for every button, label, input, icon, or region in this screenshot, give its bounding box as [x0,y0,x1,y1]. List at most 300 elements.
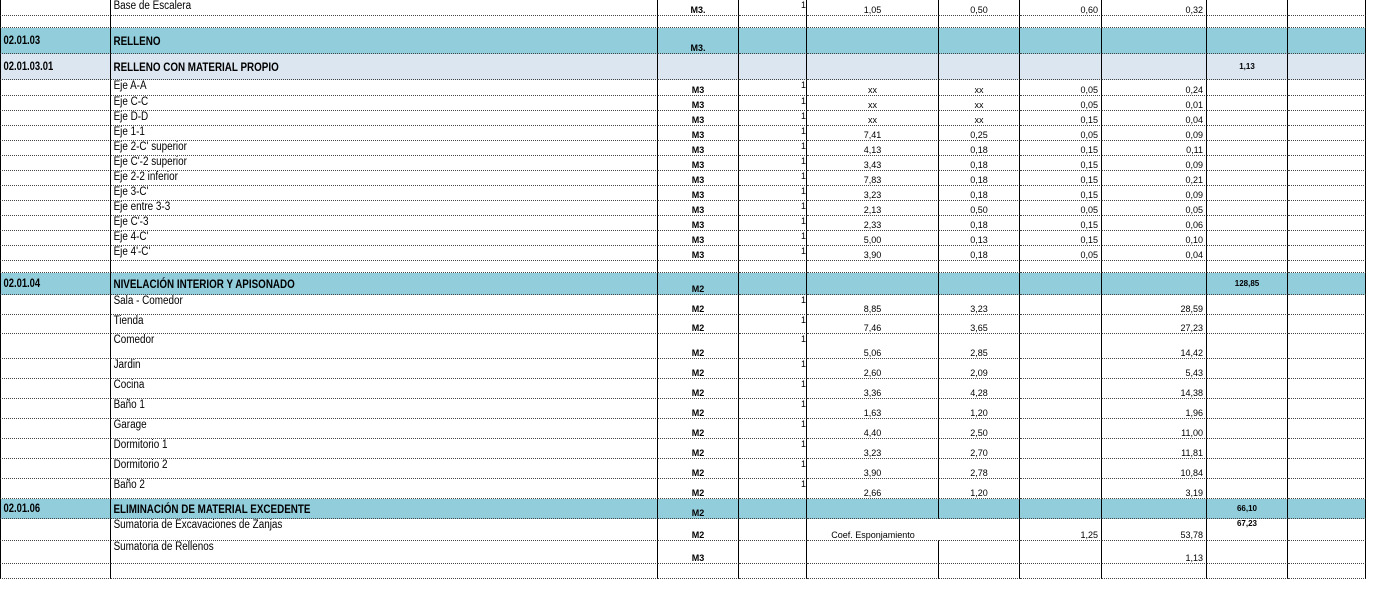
parcial-text: 0,06 [1185,220,1203,230]
extra-cell [1288,156,1366,171]
parcial-cell [1102,231,1207,246]
parcial-cell [1102,419,1207,439]
extra-cell [1288,399,1366,419]
desc-text: Cocina [113,379,145,391]
l-cell [807,28,939,54]
parcial-text: 0,10 [1185,235,1203,245]
l-cell [807,16,939,28]
n-cell [739,273,807,295]
extra-cell [1288,186,1366,201]
h-cell [1020,141,1102,156]
section-header-row [0,28,1380,54]
extra-cell [1288,379,1366,399]
unit-cell [658,171,739,186]
table-row [0,379,1380,399]
n-text: 1 [800,379,806,389]
extra-cell [1288,141,1366,156]
n-cell [739,315,807,334]
unit-text: M2 [691,468,705,478]
parcial-text: 27,23 [1180,323,1203,333]
h-text: 0,05 [1080,130,1098,140]
unit-cell [658,273,739,295]
total-cell [1207,479,1288,499]
total-cell [1207,171,1288,186]
n-text: 1 [800,439,806,449]
l-text: 7,41 [863,130,882,140]
desc-text: Dormitorio 1 [113,439,168,451]
parcial-cell [1102,379,1207,399]
w-text: 3,23 [970,304,988,314]
extra-cell [1288,419,1366,439]
l-text: 7,83 [863,175,882,185]
code-cell [0,273,111,295]
unit-text: M3 [691,85,705,95]
code-cell [0,54,111,80]
h-cell [1020,359,1102,379]
n-text: 1 [800,399,806,409]
w-cell [939,201,1020,216]
parcial-cell [1102,315,1207,334]
unit-text: M2 [691,368,705,378]
n-cell [739,96,807,111]
total-cell [1207,54,1288,80]
desc-text: Garage [113,419,147,431]
code-cell [0,519,111,541]
w-text: 0,18 [970,175,988,185]
extra-cell [1288,216,1366,231]
unit-text: M3 [691,160,705,170]
table-row [0,156,1380,171]
desc-text: Dormitorio 2 [113,459,168,471]
desc-text: Sumatoria de Rellenos [113,541,214,553]
unit-cell [658,564,739,579]
w-cell [939,419,1020,439]
parcial-cell [1102,141,1207,156]
unit-cell [658,479,739,499]
code-cell [0,541,111,564]
l-text: 3,43 [863,160,882,170]
w-text: 0,18 [970,190,988,200]
desc-cell [111,519,658,541]
unit-cell [658,295,739,315]
h-cell [1020,96,1102,111]
table-row [0,359,1380,379]
total-cell [1207,315,1288,334]
l-cell [807,54,939,80]
unit-text: M2 [691,530,705,540]
desc-text: Eje 3-C' [113,186,149,198]
table-row [0,295,1380,315]
w-cell [939,519,1020,541]
desc-cell [111,334,658,359]
h-cell [1020,156,1102,171]
n-text: 1 [800,315,806,325]
parcial-cell [1102,541,1207,564]
table-row [0,96,1380,111]
total-cell [1207,111,1288,126]
extra-cell [1288,171,1366,186]
l-text: 3,90 [863,468,882,478]
h-cell [1020,186,1102,201]
w-text: xx [974,85,984,95]
w-text: 0,50 [970,205,988,215]
desc-cell [111,541,658,564]
unit-cell [658,519,739,541]
parcial-text: 0,09 [1185,160,1203,170]
w-text: 0,18 [970,250,988,260]
unit-text: M2 [691,304,705,314]
unit-cell [658,379,739,399]
n-cell [739,186,807,201]
desc-cell [111,171,658,186]
w-cell [939,80,1020,96]
l-cell [807,273,939,295]
parcial-cell [1102,28,1207,54]
code-cell [0,295,111,315]
l-text: xx [868,100,877,110]
n-cell [739,479,807,499]
code-cell [0,359,111,379]
l-cell [807,499,939,519]
unit-cell [658,541,739,564]
table-row [0,0,1380,16]
parcial-text: 14,42 [1180,348,1203,358]
w-cell [939,499,1020,519]
parcial-text: 0,04 [1185,115,1203,125]
unit-text: M3 [691,130,705,140]
code-text: 02.01.04 [3,277,41,290]
w-cell [939,111,1020,126]
extra-cell [1288,80,1366,96]
unit-text: M3 [691,220,705,230]
parcial-cell [1102,111,1207,126]
parcial-text: 11,00 [1181,428,1203,438]
n-cell [739,419,807,439]
parcial-text: 14,38 [1180,388,1203,398]
l-text: 1,05 [863,5,882,15]
l-cell [807,519,939,541]
desc-text: Comedor [113,334,155,346]
unit-text: M2 [691,348,705,358]
n-cell [739,201,807,216]
total-cell [1207,186,1288,201]
w-text: 2,78 [970,468,988,478]
parcial-cell [1102,216,1207,231]
l-text: 8,85 [863,304,882,314]
l-cell [807,0,939,16]
total-text: 128,85 [1234,279,1260,288]
n-cell [739,295,807,315]
w-cell [939,295,1020,315]
desc-text: Eje 4-C' [113,231,149,243]
w-text: 1,20 [970,488,988,498]
l-cell [807,359,939,379]
h-cell [1020,273,1102,295]
n-cell [739,216,807,231]
l-text: 1,63 [863,408,882,418]
w-cell [939,28,1020,54]
h-cell [1020,171,1102,186]
table-row [0,246,1380,261]
code-cell [0,96,111,111]
blank-row [0,564,1380,579]
table-row [0,186,1380,201]
total-text: 66,10 [1236,504,1258,513]
total-cell [1207,80,1288,96]
h-cell [1020,439,1102,459]
n-cell [739,519,807,541]
w-cell [939,261,1020,273]
l-text: 7,46 [863,323,882,333]
unit-text: M3 [691,145,705,155]
total-cell [1207,359,1288,379]
extra-cell [1288,0,1366,16]
subsection-header-row [0,54,1380,80]
desc-text: Eje C'-3 [113,216,149,228]
unit-text: M3 [691,205,705,215]
n-text: 1 [800,334,806,344]
code-cell [0,111,111,126]
w-text: 0,18 [970,160,988,170]
table-row [0,80,1380,96]
total-cell [1207,273,1288,295]
w-text: xx [974,115,984,125]
parcial-text: 53,78 [1180,530,1203,540]
code-cell [0,231,111,246]
desc-text: Eje 2-C' superior [113,141,187,153]
l-cell [807,479,939,499]
desc-text: Eje 1-1 [113,126,145,138]
code-cell [0,186,111,201]
table-row [0,439,1380,459]
unit-cell [658,439,739,459]
desc-cell [111,564,658,579]
extra-cell [1288,439,1366,459]
unit-text: M3 [691,115,705,125]
total-cell [1207,541,1288,564]
desc-cell [111,315,658,334]
w-cell [939,96,1020,111]
l-cell [807,541,939,564]
table-row [0,111,1380,126]
n-text: 1 [800,231,806,241]
desc-cell [111,261,658,273]
l-text: Coef. Esponjamiento [831,530,915,540]
parcial-cell [1102,156,1207,171]
w-cell [939,126,1020,141]
w-text: xx [974,100,984,110]
table-row [0,126,1380,141]
extra-cell [1288,231,1366,246]
code-cell [0,479,111,499]
total-cell [1207,141,1288,156]
h-text: 0,05 [1080,100,1098,110]
unit-cell [658,499,739,519]
parcial-text: 3,19 [1185,488,1203,498]
total-cell [1207,126,1288,141]
unit-cell [658,359,739,379]
l-cell [807,295,939,315]
unit-text: M3 [691,190,705,200]
unit-text: M2 [691,284,705,294]
l-cell [807,315,939,334]
h-text: 1,25 [1080,530,1098,540]
n-text: 1 [800,171,806,181]
h-cell [1020,231,1102,246]
n-text: 1 [800,295,806,305]
unit-cell [658,419,739,439]
unit-cell [658,111,739,126]
table-row [0,315,1380,334]
code-text: 02.01.03.01 [3,60,54,73]
h-cell [1020,499,1102,519]
table-row [0,216,1380,231]
parcial-text: 11,81 [1181,448,1203,458]
desc-cell [111,439,658,459]
h-cell [1020,28,1102,54]
unit-cell [658,126,739,141]
parcial-text: 0,11 [1186,145,1203,155]
section-header-row [0,499,1380,519]
n-text: 1 [800,111,806,121]
n-cell [739,111,807,126]
n-cell [739,126,807,141]
table-row [0,479,1380,499]
desc-text: Baño 1 [113,399,145,411]
desc-cell [111,479,658,499]
table-row [0,419,1380,439]
code-cell [0,564,111,579]
desc-cell [111,246,658,261]
h-cell [1020,54,1102,80]
n-cell [739,0,807,16]
w-cell [939,459,1020,479]
code-cell [0,459,111,479]
l-cell [807,141,939,156]
w-cell [939,246,1020,261]
w-cell [939,156,1020,171]
unit-cell [658,246,739,261]
parcial-cell [1102,564,1207,579]
w-cell [939,0,1020,16]
desc-cell [111,419,658,439]
code-text: 02.01.06 [3,502,41,515]
parcial-text: 0,24 [1185,85,1203,95]
desc-text: Baño 2 [113,479,145,491]
code-cell [0,499,111,519]
parcial-cell [1102,186,1207,201]
total-cell [1207,28,1288,54]
parcial-text: 28,59 [1180,304,1203,314]
desc-text: NIVELACIÓN INTERIOR Y APISONADO [113,276,295,291]
n-cell [739,28,807,54]
unit-cell [658,156,739,171]
section-header-row [0,273,1380,295]
h-cell [1020,541,1102,564]
extra-cell [1288,564,1366,579]
unit-cell [658,334,739,359]
unit-text: M3. [690,5,706,15]
code-text: 02.01.03 [3,34,41,47]
unit-cell [658,459,739,479]
n-text: 1 [800,359,806,369]
parcial-text: 10,84 [1180,468,1203,478]
l-text: 4,13 [863,145,882,155]
h-text: 0,05 [1080,205,1098,215]
w-cell [939,54,1020,80]
parcial-text: 5,43 [1185,368,1203,378]
table-row [0,541,1380,564]
parcial-text: 1,13 [1185,553,1203,563]
n-text: 1 [800,479,806,489]
unit-text: M2 [691,488,705,498]
desc-cell [111,499,658,519]
table-row [0,519,1380,541]
n-cell [739,171,807,186]
n-cell [739,334,807,359]
l-cell [807,201,939,216]
l-cell [807,216,939,231]
unit-text: M2 [691,428,705,438]
parcial-cell [1102,16,1207,28]
l-cell [807,334,939,359]
code-cell [0,28,111,54]
l-cell [807,439,939,459]
total-cell [1207,499,1288,519]
desc-text: Eje 2-2 inferior [113,171,178,183]
parcial-cell [1102,295,1207,315]
w-cell [939,379,1020,399]
total-cell [1207,459,1288,479]
desc-cell [111,295,658,315]
unit-text: M2 [691,408,705,418]
desc-text: Sumatoria de Excavaciones de Zanjas [113,519,283,531]
unit-cell [658,216,739,231]
desc-cell [111,459,658,479]
extra-cell [1288,519,1366,541]
total-cell [1207,216,1288,231]
desc-text: Base de Escalera [113,0,192,12]
unit-cell [658,315,739,334]
extra-cell [1288,541,1366,564]
h-text: 0,15 [1080,175,1098,185]
unit-text: M3 [691,250,705,260]
code-cell [0,334,111,359]
total-cell [1207,519,1288,541]
code-cell [0,126,111,141]
code-cell [0,0,111,16]
h-cell [1020,111,1102,126]
desc-cell [111,273,658,295]
l-cell [807,171,939,186]
table-row [0,231,1380,246]
desc-text: Eje 4'-C' [113,246,151,258]
w-cell [939,16,1020,28]
n-cell [739,541,807,564]
parcial-cell [1102,359,1207,379]
desc-cell [111,126,658,141]
w-cell [939,315,1020,334]
w-cell [939,171,1020,186]
l-cell [807,111,939,126]
w-cell [939,334,1020,359]
desc-cell [111,111,658,126]
code-cell [0,201,111,216]
code-cell [0,246,111,261]
l-cell [807,186,939,201]
unit-text: M2 [691,323,705,333]
parcial-cell [1102,96,1207,111]
